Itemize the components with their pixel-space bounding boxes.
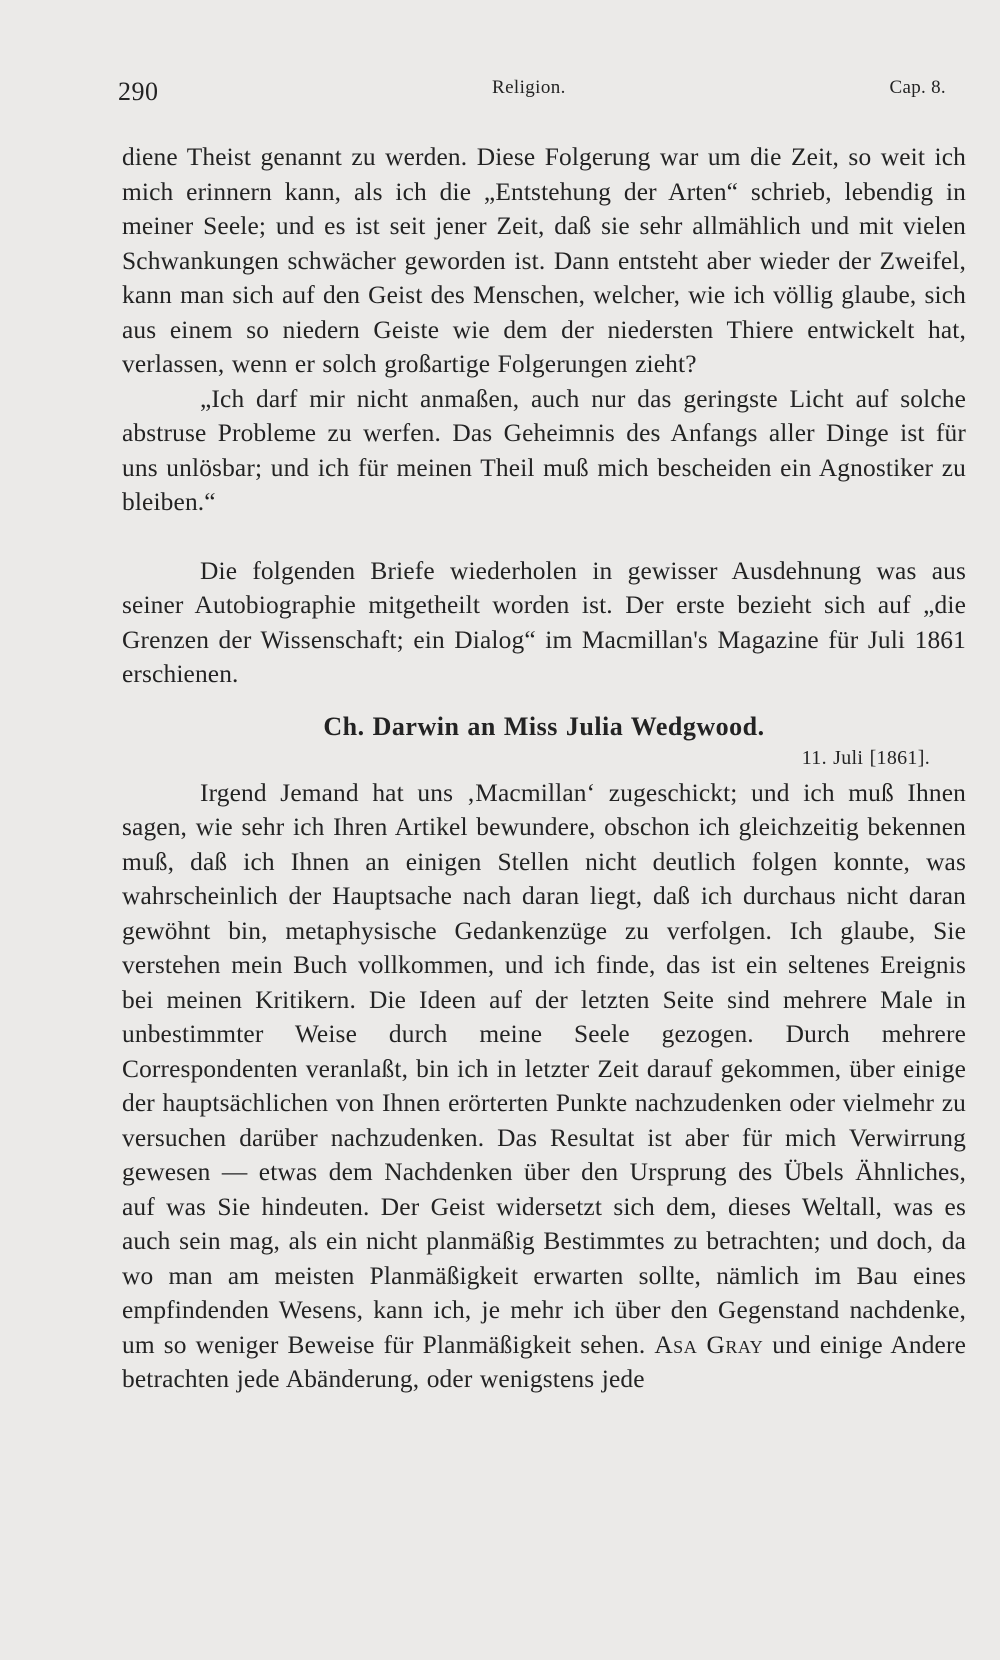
- page-header: [118, 77, 946, 113]
- person-name-small-caps: Asa Gray: [654, 1330, 764, 1359]
- running-title: Religion.: [492, 77, 566, 98]
- paragraph-gap: [122, 520, 966, 554]
- paragraph-introduction: Die folgenden Briefe wiederholen in gewisser Ausdehnung was aus seiner Autobiographie mitgetheilt worden ist. Der erste bezieht sich auf „die Grenzen der Wissenschaft; ein Dialog“ im Macmillan's Magazine für Juli 1861 erschienen.: [122, 556, 966, 688]
- paragraph-quote: „Ich darf mir nicht anmaßen, auch nur das geringste Licht auf solche abstruse Probleme zu werfen. Das Geheimnis des Anfangs aller Dinge ist für uns unlösbar; und ich für meinen Theil muß mich bescheiden ein Agnostiker zu bleiben.“: [122, 384, 966, 516]
- body-text: [122, 140, 966, 1397]
- letter-text-before-name: Irgend Jemand hat uns ‚Macmillan‘ zugeschickt; und ich muß Ihnen sagen, wie sehr ich Ihren Artikel bewundere, obschon ich gleichzeitig bekennen muß, daß ich Ihnen an einigen Stellen nicht deutlich folgen konnte, was wahrscheinlich der Hauptsache nach daran liegt, daß ich durchaus nicht daran gewöhnt bin, metaphysische Gedankenzüge zu verfolgen. Ich glaube, Sie verstehen mein Buch vollkommen, und ich finde, das ist ein seltenes Ereignis bei meinen Kritikern. Die Ideen auf der letzten Seite sind mehrere Male in unbestimmter Weise durch meine Seele gezogen. Durch mehrere Correspondenten veranlaßt, bin ich in letzter Zeit darauf gekommen, über einige der hauptsächlichen von Ihnen erörterten Punkte nachzudenken oder vielmehr zu versuchen darüber nachzudenken. Das Resultat ist aber für mich Verwirrung gewesen — etwas dem Nachdenken über den Ursprung des Übels Ähnliches, auf was Sie hindeuten. Der Geist widersetzt sich dem, dieses Weltall, was es auch sein mag, als ein nicht planmäßig Bestimmtes zu betrachten; und doch, da wo man am meisten Planmäßigkeit erwarten sollte, nämlich im Bau eines empfindenden Wesens, kann ich, je mehr ich über den Gegenstand nachdenke, um so weniger Beweise für Planmäßigkeit sehen.: [122, 778, 966, 1359]
- paragraph-continued: diene Theist genannt zu werden. Diese Folgerung war um die Zeit, so weit ich mich erinnern kann, als ich die „Entstehung der Arten“ schrieb, lebendig in meiner Seele; und es ist seit jener Zeit, daß sie sehr allmählich und mit vielen Schwankungen schwächer geworden ist. Dann entsteht aber wieder der Zweifel, kann man sich auf den Geist des Menschen, welcher, wie ich völlig glaube, sich aus einem so niedern Geiste wie dem der niedersten Thiere entwickelt hat, verlassen, wenn er solch großartige Folgerungen zieht?: [122, 143, 966, 378]
- letter-text-after-name: und einige Andere betrachten jede Abänderung, oder wenigstens jede: [122, 1330, 966, 1393]
- letter-heading: Ch. Darwin an Miss Julia Wedgwood.: [323, 711, 765, 741]
- page-number: 290: [118, 77, 159, 106]
- chapter-label: Cap. 8.: [889, 77, 946, 98]
- letter-date: 11. Juli [1861].: [801, 746, 930, 769]
- letter-body: [122, 776, 966, 1397]
